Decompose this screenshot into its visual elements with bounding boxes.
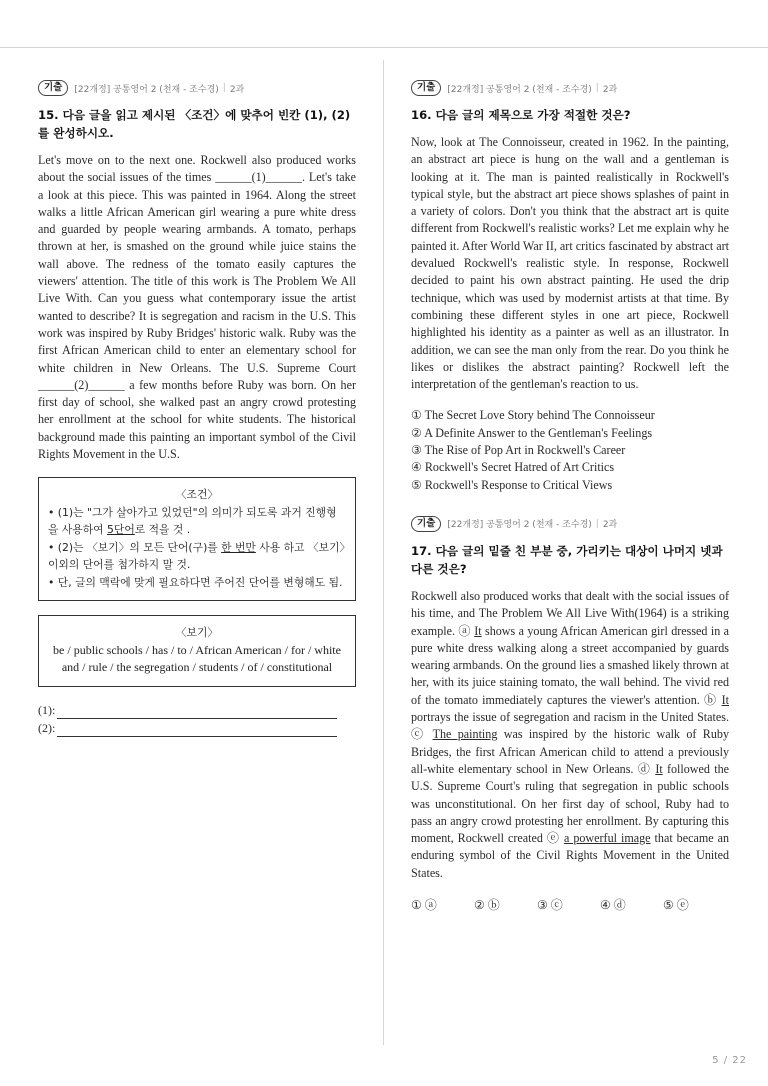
answer-line-2[interactable]: (2): <box>38 719 356 737</box>
option-5[interactable]: ⑤ ⓔ <box>663 897 689 912</box>
source-text: [22개정] 공통영어 2 (천재 - 조수경) <box>447 84 592 95</box>
condition-item-3: • 단, 글의 맥락에 맞게 필요하다면 주어진 단어를 변형해도 됨. <box>48 575 343 589</box>
exam-badge: 기출 <box>411 516 441 532</box>
choice-4[interactable]: ④ Rockwell's Secret Hatred of Art Critics <box>411 460 615 475</box>
underline-c: The painting <box>432 727 498 742</box>
condition-item-2: • (2)는 〈보기〉의 모든 단어(구)를 한 번만 사용 하고 〈보기〉이외의 단어를 첨가하지 말 것. <box>48 540 345 572</box>
left-column <box>38 80 356 737</box>
question-16-choices <box>411 407 729 493</box>
answer-lines <box>38 701 356 737</box>
right-column <box>411 80 729 913</box>
page-number: 5 / 22 <box>712 1055 747 1066</box>
answer-line-1[interactable]: (1): <box>38 701 356 719</box>
question-source-tag <box>411 80 729 96</box>
separator: | <box>595 83 599 93</box>
question-16-title: 16. 다음 글의 제목으로 가장 적절한 것은? <box>411 108 631 122</box>
option-2[interactable]: ② ⓑ <box>474 897 500 912</box>
option-3[interactable]: ③ ⓒ <box>537 897 563 912</box>
bogi-words: be / public schools / has / to / African American / for / white and / rule / the segregation / students / of / constitutional <box>53 642 341 675</box>
source-text: [22개정] 공통영어 2 (천재 - 조수경) <box>74 84 219 95</box>
exam-badge: 기출 <box>411 80 441 96</box>
underline-a: It <box>474 623 482 638</box>
unit-text: 2과 <box>229 84 245 95</box>
condition-title: 〈조건〉 <box>175 488 219 502</box>
choice-1[interactable]: ① The Secret Love Story behind The Connoisseur <box>411 408 655 423</box>
unit-text: 2과 <box>602 84 618 95</box>
exam-badge: 기출 <box>38 80 68 96</box>
underline-b: It <box>721 692 729 707</box>
unit-text: 2과 <box>602 520 618 531</box>
separator: | <box>222 83 226 93</box>
blank-1: ______(1)______ <box>215 170 302 185</box>
header-rule <box>0 47 768 48</box>
choice-5[interactable]: ⑤ Rockwell's Response to Critical Views <box>411 477 613 492</box>
source-text: [22개정] 공통영어 2 (천재 - 조수경) <box>447 520 592 531</box>
question-15-title: 15. 다음 글을 읽고 제시된 〈조건〉에 맞추어 빈칸 (1), (2)를 완성하시오. <box>38 108 351 140</box>
condition-box <box>38 477 356 601</box>
blank-2: ______(2)______ <box>38 377 125 392</box>
underline-e: a powerful image <box>563 831 651 846</box>
choice-3[interactable]: ③ The Rise of Pop Art in Rockwell's Career <box>411 443 626 458</box>
option-1[interactable]: ① ⓐ <box>411 897 437 912</box>
separator: | <box>595 518 599 529</box>
choice-2[interactable]: ② A Definite Answer to the Gentleman's Feelings <box>411 425 653 440</box>
option-4[interactable]: ④ ⓓ <box>600 897 626 912</box>
question-17-options <box>411 896 729 913</box>
question-15-passage: Let's move on to the next one. Rockwell also produced works about the social issues of the times ______(1)______. Let's take a look at this piece. This was painted in 1964. Along the street walks a little African American girl wearing a pure white dress and guarded by people wearing armbands. A tomato, perhaps thrown at her, is smashed on the ground while juice stains the wall above. The redness of the tomato easily captures the viewers' attention. The title of this work is The Problem We All Live With. Can you guess what contemporary issue the artist wanted to describe? It is segregation and racism in the U.S. This work was inspired by Ruby Bridges' historic walk. Ruby was the first African American child to enter an elementary school for white children in New Orleans. The U.S. Supreme Court ______(2)______ a few months before Ruby was born. On her first day of school, she walked past an angry crowd protesting her enrollment at the school for white students. The historical background made this painting an important symbol of the Civil Rights Movement in the U.S. <box>38 153 356 462</box>
question-16-passage: Now, look at The Connoisseur, created in 1962. In the painting, an abstract art piece is hung on the wall and a gentleman is looking at it. The man is painted realistically in Rockwell's typical style, but the abstract art piece shows splashes of paint in a variety of colors. Don't you think that the abstract art is quite different from Rockwell's realistic works? Let me explain why he painted it. After World War II, art critics fascinated by abstract art devalued Rockwell's realistic style. In response, Rockwell decided to paint his own abstract painting. He used the drip technique, which was used by modernist artists at that time. By combining these different styles in one art piece, Rockwell highlighted his identity as a painter as well as an illustrator. In addition, we can see the man only from the rear. Do you think he likes or dislikes the abstract painting? Rockwell left the interpretation of the gentleman's reaction to us. <box>411 135 729 392</box>
underline-d: It <box>655 761 663 776</box>
question-source-tag <box>411 516 729 532</box>
question-17-passage: Rockwell also produced works that dealt with the social issues of his time, and The Problem We All Live With(1964) is a striking example. ⓐ It shows a young African American girl dressed in a pure white dress walking along a street accompanied by guards wearing armbands. On the ground lies a smashed likely thrown at her, with its juice staining tomato, the wall behind. The vivid red of the tomato immediately captures the viewer's attention. ⓑ It portrays the issue of segregation and racism in the United States. ⓒ The painting was inspired by the historic walk of Ruby Bridges, the first African American child to attend a previously all-white elementary school in New Orleans. ⓓ It followed the U.S. Supreme Court's ruling that segregation in public schools was unconstitutional. On her first day of school, Ruby had to pass an angry crowd protesting her enrollment. By capturing this moment, Rockwell created ⓔ a powerful image that became an enduring symbol of the Civil Rights Movement in the United States. <box>411 588 730 880</box>
condition-item-1: • (1)는 "그가 살아가고 있었던"의 의미가 되도록 과거 진행형을 사용하여 5단어로 적을 것 . <box>48 505 337 537</box>
column-divider <box>383 60 384 1045</box>
bogi-box <box>38 615 356 687</box>
question-source-tag <box>38 80 356 96</box>
question-17-title: 17. 다음 글의 밑줄 친 부분 중, 가리키는 대상이 나머지 넷과 다른 것은? <box>411 543 723 576</box>
bogi-title: 〈보기〉 <box>175 626 219 640</box>
